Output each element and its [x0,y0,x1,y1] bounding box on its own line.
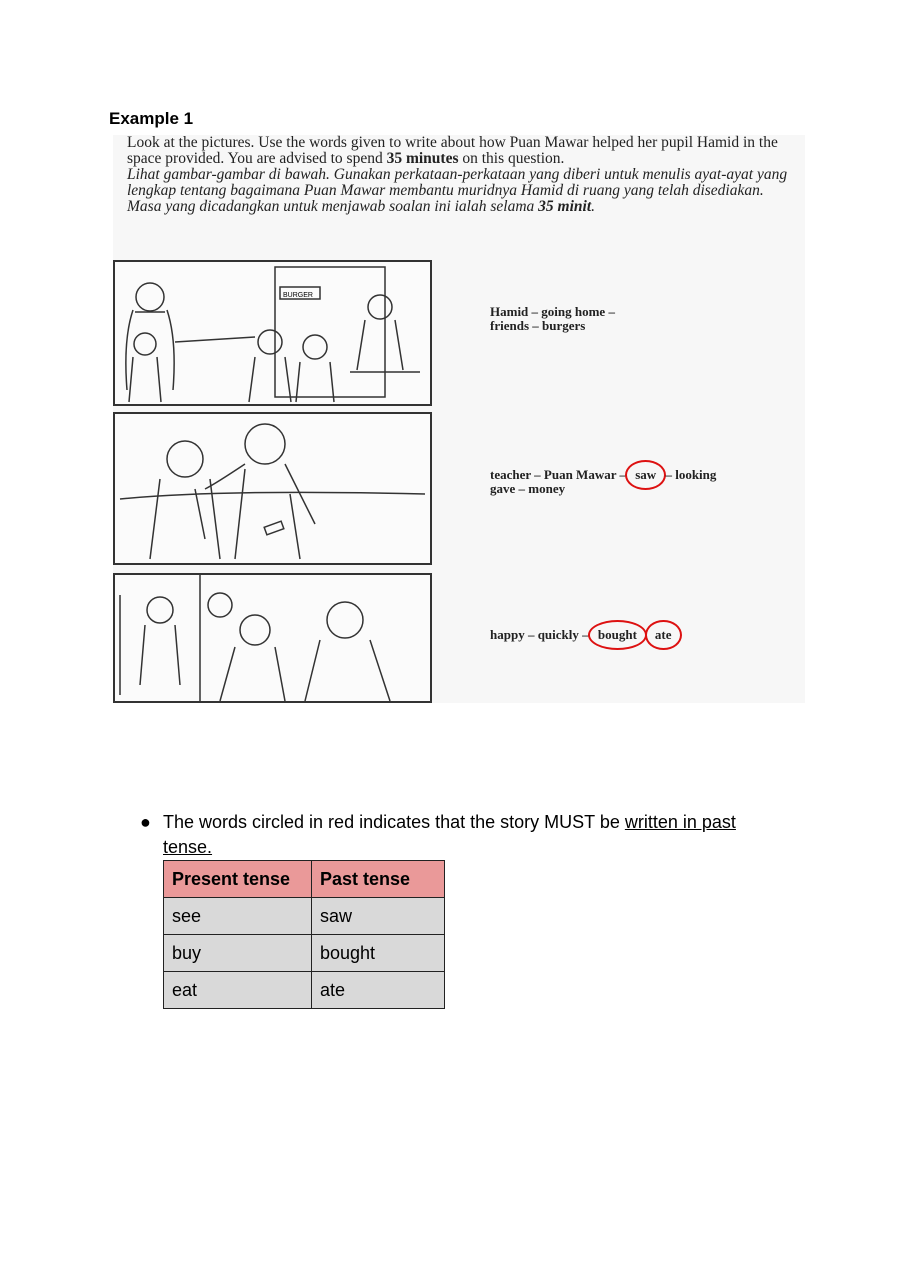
clue-3-text: happy – quickly – [490,627,589,642]
instr-en-time: 35 minutes [386,150,459,167]
burger-stall-illustration [115,262,430,404]
instructions-english [127,135,797,167]
note-underlined: written in past tense. [163,812,736,857]
header-present: Present tense [164,861,312,898]
instr-en-end: on this question. [458,150,565,167]
burger-sign: BURGER [283,292,313,299]
cell-past: bought [312,935,445,972]
clue-2 [490,460,716,496]
instr-ms-end: . [591,198,596,215]
cell-past: ate [312,972,445,1009]
note-text [163,810,753,860]
bullet-icon: ● [140,812,151,832]
instructions-malay [127,167,797,215]
clue-2-end: – looking [665,467,717,482]
question-instructions [127,135,797,215]
instr-en-text: Look at the pictures. Use the words given to write about how Puan Mawar helped her pupil Hamid in the space provided. You are advised to spend [127,134,778,167]
picture-panel-3 [113,573,432,703]
clue-3 [490,620,678,650]
circled-word-ate: ate [645,620,682,650]
clue-2-text: teacher – Puan Mawar – [490,467,626,482]
circled-word-bought: bought [588,620,647,650]
clue-1-line-1: Hamid – going home – [490,304,615,319]
cell-past: saw [312,898,445,935]
clue-1-line-2: friends – burgers [490,318,586,333]
clue-2-line-2: gave – money [490,481,566,496]
cell-present: see [164,898,312,935]
instr-ms-time: 35 minit [538,198,592,215]
picture-panel-2 [113,412,432,565]
cell-present: eat [164,972,312,1009]
scanned-question-image [113,135,805,703]
circled-word-saw: saw [625,460,666,490]
tense-table [163,860,445,1009]
table-row [164,898,445,935]
table-row [164,972,445,1009]
note-plain: The words circled in red indicates that the story MUST be [163,812,625,832]
cell-present: buy [164,935,312,972]
picture-panel-1 [113,260,432,406]
table-header-row [164,861,445,898]
clue-1 [490,305,615,333]
table-row [164,935,445,972]
header-past: Past tense [312,861,445,898]
instr-ms-text: Lihat gambar-gambar di bawah. Gunakan perkataan-perkataan yang diberi untuk menulis ayat-ayat yang lengkap tentang bagaimana Puan Mawar membantu muridnya Hamid di ruang yang telah disediakan. Masa yang dicadangkan untuk menjawab soalan ini ialah selama [127,166,788,215]
teacher-giving-money-illustration [115,414,430,563]
hamid-buying-burgers-illustration [115,575,430,701]
example-heading: Example 1 [109,109,194,128]
